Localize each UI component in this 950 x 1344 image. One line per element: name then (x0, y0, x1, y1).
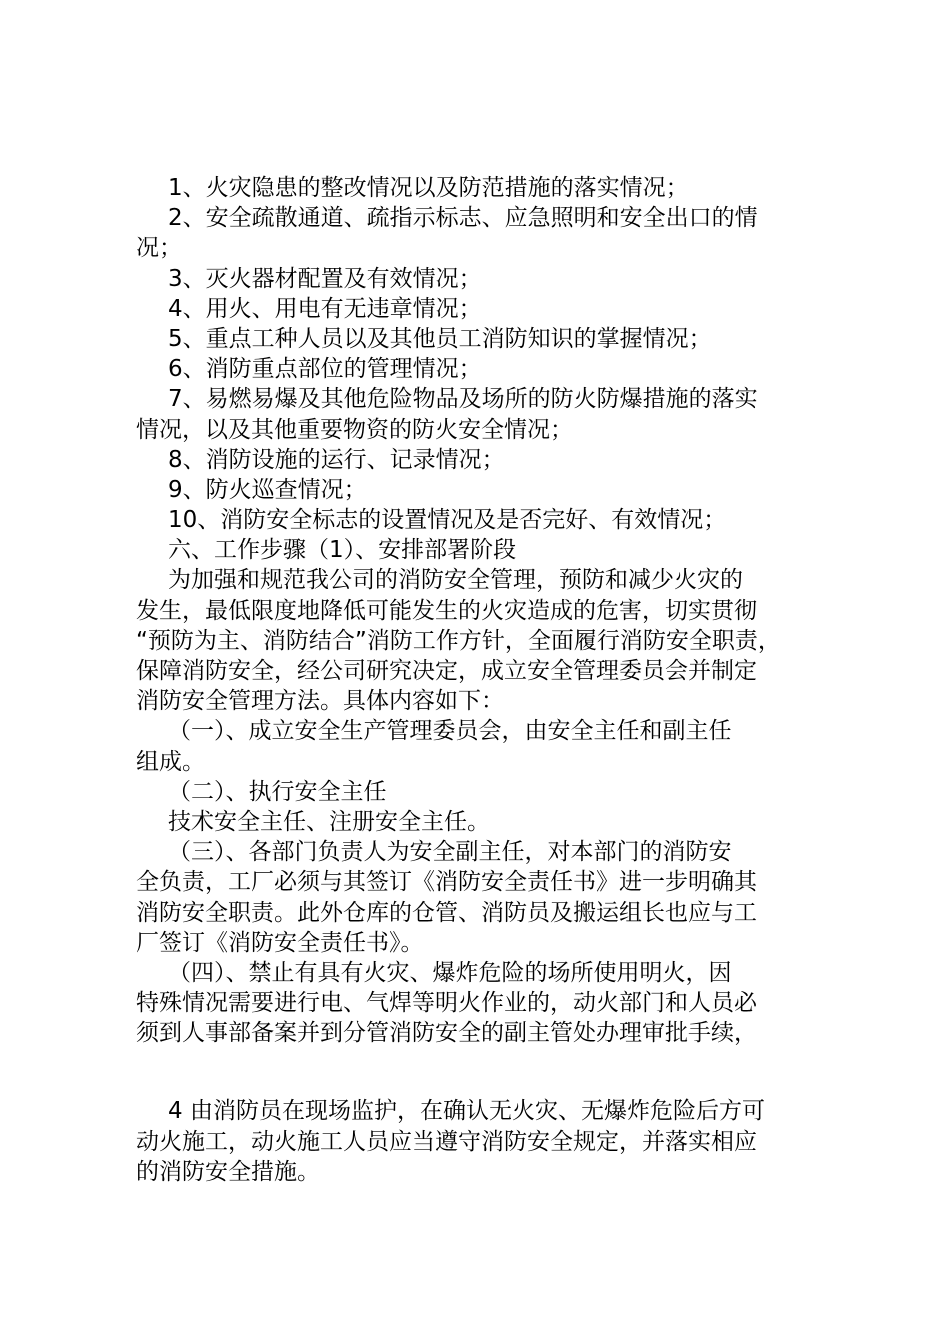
text-line: 9、防火巡查情况； (168, 476, 367, 503)
text-line: 6、消防重点部位的管理情况； (168, 356, 482, 383)
text-line: 况； (136, 235, 182, 262)
text-line: （三）、各部门负责人为安全副主任，对本部门的消防安 (168, 839, 732, 866)
text-line: 六、工作步骤（1）、安排部署阶段 (168, 537, 517, 564)
text-line: 的消防安全措施。 (136, 1158, 320, 1185)
text-line: 4、用火、用电有无违章情况； (168, 295, 482, 322)
text-line: 5、重点工种人员以及其他员工消防知识的掌握情况； (168, 325, 712, 352)
text-line: 保障消防安全，经公司研究决定，成立安全管理委员会并制定 (136, 658, 757, 684)
text-line: 8、消防设施的运行、记录情况； (168, 446, 505, 473)
text-line: （一）、成立安全生产管理委员会，由安全主任和副主任 (168, 718, 732, 745)
text-line: （四）、禁止有具有火灾、爆炸危险的场所使用明火，因 (168, 959, 732, 986)
text-line: 为加强和规范我公司的消防安全管理，预防和减少火灾的 (168, 567, 743, 594)
text-line: 10、消防安全标志的设置情况及是否完好、有效情况； (168, 507, 727, 534)
text-line: 4 由消防员在现场监护，在确认无火灾、无爆炸危险后方可 (168, 1098, 765, 1125)
text-line: 技术安全主任、注册安全主任。 (168, 808, 490, 835)
text-line: 3、灭火器材配置及有效情况； (168, 265, 482, 292)
text-line: 2、安全疏散通道、疏指示标志、应急照明和安全出口的情 (168, 205, 758, 232)
text-line: 消防安全职责。此外仓库的仓管、消防员及搬运组长也应与工 (136, 899, 757, 926)
text-line: 组成。 (136, 748, 205, 775)
text-line: 全负责，工厂必须与其签订《消防安全责任书》进一步明确其 (136, 869, 757, 896)
text-line: 须到人事部备案并到分管消防安全的副主管处办理审批手续， (136, 1020, 757, 1047)
text-line: （二）、执行安全主任 (168, 778, 387, 805)
text-line: 消防安全管理方法。具体内容如下： (136, 688, 504, 715)
text-line: 动火施工，动火施工人员应当遵守消防安全规定，并落实相应 (136, 1128, 757, 1155)
text-line: 发生，最低限度地降低可能发生的火灾造成的危害，切实贯彻 (136, 597, 757, 624)
text-line: 特殊情况需要进行电、气焊等明火作业的，动火部门和人员必 (136, 990, 757, 1017)
text-line: 7、易燃易爆及其他危险物品及场所的防火防爆措施的落实 (168, 386, 758, 413)
text-line: 厂签订《消防安全责任书》。 (136, 929, 424, 956)
text-line: “预防为主、消防结合”消防工作方针，全面履行消防安全职责， (136, 627, 781, 654)
text-line: 情况，以及其他重要物资的防火安全情况； (136, 416, 573, 443)
document-body (136, 173, 836, 1187)
paragraph-gap (136, 1048, 836, 1096)
text-line: 1、火灾隐患的整改情况以及防范措施的落实情况； (168, 175, 689, 201)
